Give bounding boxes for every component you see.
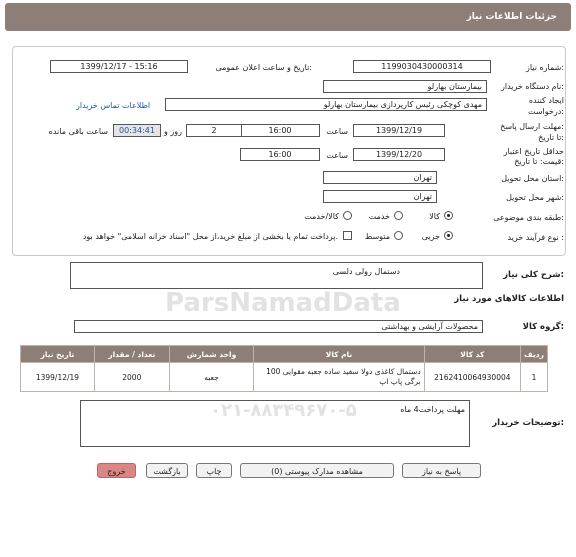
back-button[interactable]: بازگشت — [146, 463, 188, 478]
need-number-field: 1199030430000314 — [353, 60, 491, 73]
process-minor-radio[interactable] — [444, 231, 453, 240]
announce-date-label: تاریخ و ساعت اعلان عمومی: — [215, 63, 312, 72]
price-date-field: 1399/12/20 — [353, 148, 445, 161]
print-button[interactable]: چاپ — [196, 463, 232, 478]
category-service-label: خدمت — [368, 212, 390, 221]
col-name: نام کالا — [254, 346, 424, 363]
watermark-number: ۰۲۱-۸۸۳۴۹۶۷۰-۵ — [210, 400, 357, 421]
remaining-time-label: ساعت باقی مانده — [48, 127, 108, 136]
buyer-notes-text: مهلت پرداخت4 ماه — [400, 405, 465, 414]
reply-button[interactable]: پاسخ به نیاز — [402, 463, 481, 478]
province-label: استان محل تحویل: — [501, 174, 564, 183]
category-both-label: کالا/خدمت — [304, 212, 339, 221]
cell-unit: جعبه — [169, 363, 254, 392]
category-both-radio[interactable] — [343, 211, 352, 220]
cell-date: 1399/12/19 — [21, 363, 95, 392]
process-minor-label: جزیی — [421, 232, 440, 241]
table-row — [21, 363, 548, 392]
col-unit: واحد شمارش — [169, 346, 254, 363]
creator-label: ایجاد کننده — [528, 96, 564, 105]
category-goods-label: کالا — [429, 212, 440, 221]
watermark-brand: ParsNamadData — [165, 288, 401, 318]
price-time-label: ساعت — [326, 151, 348, 160]
buyer-org-field: بیمارستان بهارلو — [323, 80, 487, 93]
goods-info-title: اطلاعات کالاهای مورد نیاز — [454, 294, 564, 304]
city-field: تهران — [323, 190, 437, 203]
table-header-row — [21, 346, 548, 363]
category-label: طبقه بندی موضوعی: — [493, 213, 564, 222]
category-goods-radio[interactable] — [444, 211, 453, 220]
price-validity-label: حداقل تاریخ اعتبار — [503, 147, 564, 156]
cell-qty: 2000 — [94, 363, 169, 392]
page-header — [5, 3, 571, 31]
cell-name: دستمال کاغذی دولا سفید ساده جعبه مقوایی 100 برگی پاپ اپ — [254, 363, 424, 392]
reply-time-label: ساعت — [326, 127, 348, 136]
process-label: نوع فرآیند خرید : — [507, 233, 564, 242]
remaining-time-field: 00:34:41 — [113, 124, 161, 137]
page-title: جزئیات اطلاعات نیاز — [466, 12, 557, 22]
reply-deadline-label: مهلت ارسال پاسخ: — [500, 122, 564, 131]
goods-table — [20, 345, 548, 392]
days-field: 2 — [186, 124, 242, 137]
reply-time-field: 16:00 — [240, 124, 320, 137]
province-field: تهران — [323, 171, 437, 184]
summary-text: دستمال رولی دلسی — [332, 267, 400, 276]
buyer-notes-label: توضیحات خریدار: — [492, 418, 564, 428]
goods-group-field: محصولات آرایشی و بهداشتی — [74, 320, 483, 333]
cell-code: 2162410064930004 — [424, 363, 520, 392]
days-label: روز و — [164, 127, 182, 136]
col-date: تاریخ نیاز — [21, 346, 95, 363]
col-row: ردیف — [521, 346, 548, 363]
price-validity-label-2: قیمت: تا تاریخ: — [514, 157, 564, 166]
goods-group-label: گروه کالا: — [522, 322, 564, 332]
exit-button[interactable]: خروج — [97, 463, 136, 478]
process-medium-radio[interactable] — [394, 231, 403, 240]
need-number-label: شماره نیاز: — [525, 63, 564, 72]
city-label: شهر محل تحویل: — [506, 193, 564, 202]
treasury-payment-note: پرداخت تمام یا بخشی از مبلغ خرید،از محل "اسناد خزانه اسلامی" خواهد بود. — [82, 232, 338, 241]
buyer-notes-box — [80, 400, 470, 447]
treasury-payment-checkbox[interactable] — [343, 231, 352, 240]
buyer-org-label: نام دستگاه خریدار: — [500, 82, 564, 91]
process-medium-label: متوسط — [364, 232, 390, 241]
cell-row: 1 — [521, 363, 548, 392]
reply-date-field: 1399/12/19 — [353, 124, 445, 137]
summary-label: شرح کلی نیاز: — [503, 270, 564, 280]
price-time-field: 16:00 — [240, 148, 320, 161]
announce-date-field: 1399/12/17 - 15:16 — [50, 60, 188, 73]
category-service-radio[interactable] — [394, 211, 403, 220]
creator-label-2: درخواست: — [528, 107, 564, 116]
reply-deadline-label-2: تا تاریخ: — [538, 133, 564, 142]
attachments-button[interactable]: مشاهده مدارک پیوستی (0) — [240, 463, 394, 478]
summary-box — [70, 262, 483, 289]
col-qty: تعداد / مقدار — [94, 346, 169, 363]
col-code: کد کالا — [424, 346, 520, 363]
creator-field: مهدی کوچکی رئیس کارپردازی بیمارستان بهارلو — [165, 98, 487, 111]
buyer-contact-link[interactable]: اطلاعات تماس خریدار — [76, 101, 151, 110]
